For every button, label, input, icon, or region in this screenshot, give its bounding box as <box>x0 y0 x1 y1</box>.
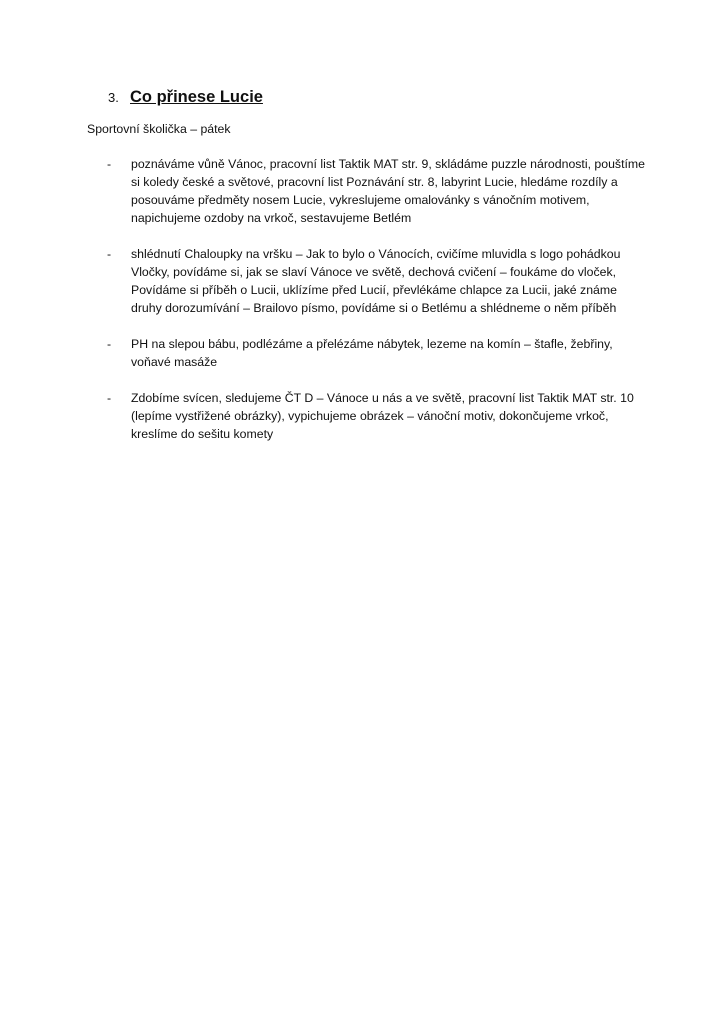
section-title: Co přinese Lucie <box>130 88 263 106</box>
list-bullet: - <box>107 157 112 171</box>
list-bullet: - <box>107 337 112 351</box>
subtitle: Sportovní školička – pátek <box>87 122 231 136</box>
list-bullet: - <box>107 247 112 261</box>
section-number: 3. <box>108 90 119 105</box>
list-item-text: PH na slepou bábu, podlézáme a přelézáme nábytek, lezeme na komín – štafle, žebřiny, voňavé masáže <box>131 337 613 369</box>
list-item-text: shlédnutí Chaloupky na vršku – Jak to bylo o Vánocích, cvičíme mluvidla s logo pohádkou Vločky, povídáme si, jak se slaví Vánoce ve světě, dechová cvičení – foukáme do vloček, Povídáme si příběh o Lucii, uklízíme před Lucií, převlékáme chlapce za Lucii, jaké známe druhy dorozumívání – Brailovo písmo, povídáme si o Betlému a shlédneme o něm příběh <box>131 247 621 315</box>
list-item <box>107 245 667 317</box>
list-item <box>107 389 667 443</box>
list-item <box>107 155 667 227</box>
list-item <box>107 335 667 371</box>
activity-list <box>107 155 667 461</box>
list-item-text: Zdobíme svícen, sledujeme ČT D – Vánoce u nás a ve světě, pracovní list Taktik MAT str. 10 (lepíme vystřižené obrázky), vypichujeme obrázek – vánoční motiv, dokončujeme vrkoč, kreslíme do sešitu komety <box>131 391 634 441</box>
list-bullet: - <box>107 391 112 405</box>
section-heading <box>108 88 263 107</box>
list-item-text: poznáváme vůně Vánoc, pracovní list Taktik MAT str. 9, skládáme puzzle národnosti, pouštíme si koledy české a světové, pracovní list Poznávání str. 8, labyrint Lucie, hledáme rozdíly a posouváme předměty nosem Lucie, vykreslujeme omalovánky s vánočním motivem, napichujeme ozdoby na vrkoč, sestavujeme Betlém <box>131 157 645 225</box>
